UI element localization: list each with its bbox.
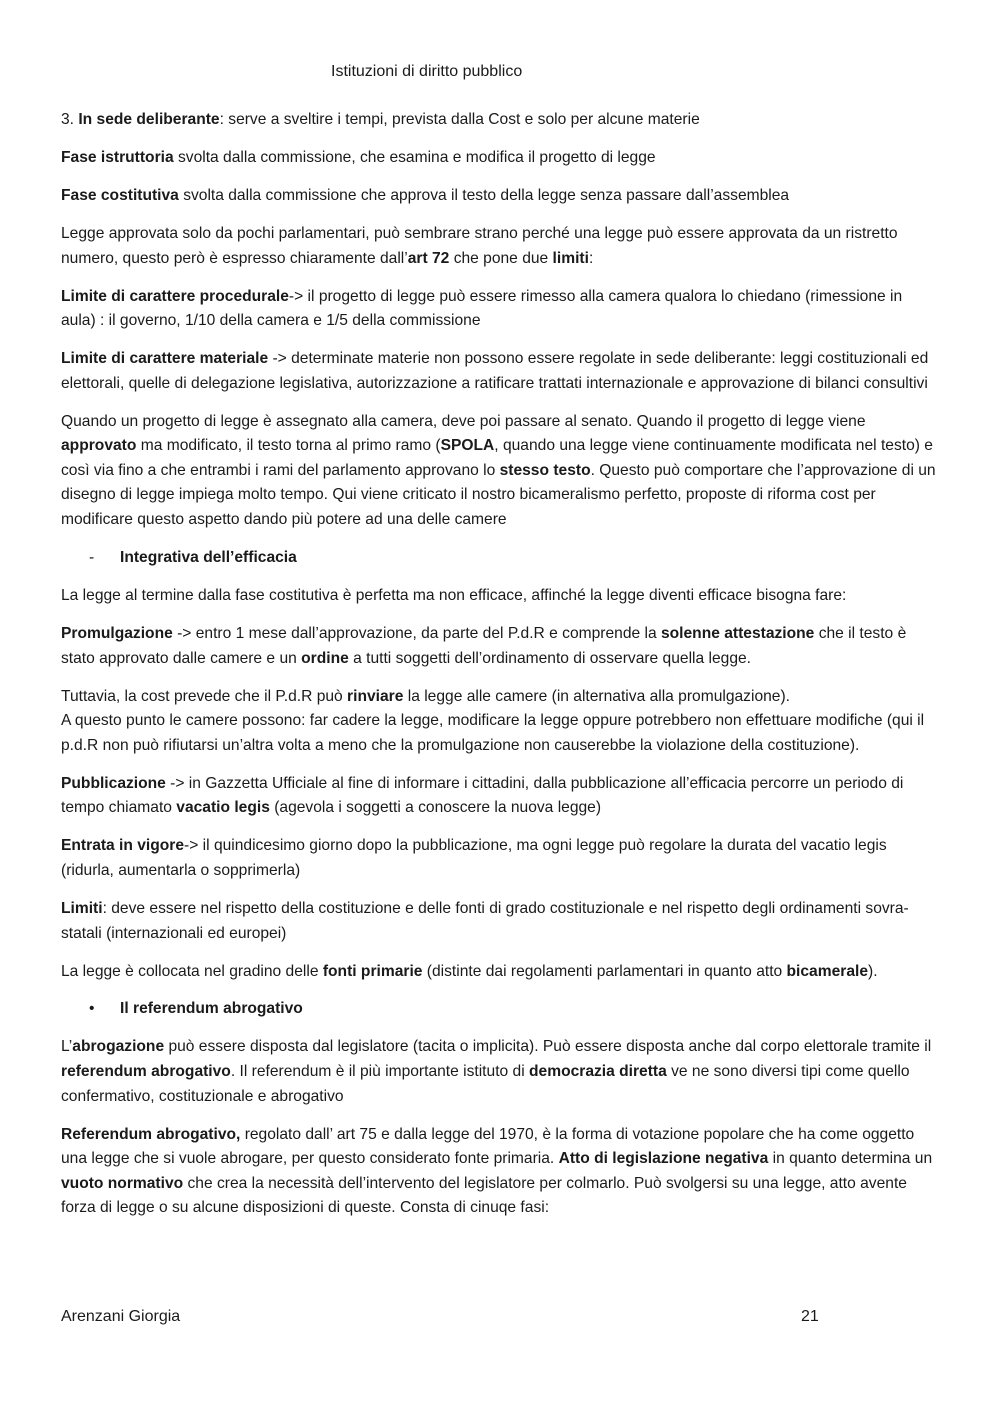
paragraph-pubblicazione: Pubblicazione -> in Gazzetta Ufficiale al fine di informare i cittadini, dalla pubblicazione all’efficacia percorre un periodo di tempo chiamato vacatio legis (agevola i soggetti a conoscere la nuova legge): [61, 774, 904, 817]
paragraph-entrata-in-vigore: Entrata in vigore-> il quindicesimo giorno dopo la pubblicazione, ma ogni legge può regolare la durata del vacatio legis (ridurla, aumentarla o sopprimerla): [61, 837, 887, 879]
round-bullet: •: [89, 1000, 95, 1018]
paragraph-legge-approvata: Legge approvata solo da pochi parlamentari, può sembrare strano perché una legge può essere approvata da un ristretto numero, questo però è espresso chiaramente dall’art 72 che pone due limiti:: [61, 224, 898, 267]
paragraph-rinvio: Tuttavia, la cost prevede che il P.d.R può rinviare la legge alle camere (in alternativa alla promulgazione). A questo punto le camere possono: far cadere la legge, modificare la legge oppure potrebbero non effettuare modifiche (qui il p.d.R non può rifiutarsi un’altra volta a meno che la promulgazione non causerebbe la violazione della costituzione).: [61, 687, 925, 754]
document-body: [61, 108, 939, 1234]
paragraph-limiti: Limiti: deve essere nel rispetto della costituzione e delle fonti di grado costituzionale e nel rispetto degli ordinamenti sovra-statali (internazionali ed europei): [61, 899, 909, 942]
paragraph-limite-materiale: Limite di carattere materiale -> determinate materie non possono essere regolate in sede deliberante: leggi costituzionali ed elettorali, quelle di delegazione legislativa, autorizzazione a ratificare trattati internazionale e approvazione di bilanci consultivi: [61, 350, 929, 392]
list-item-integrativa-efficacia: - Integrativa dell’efficacia: [61, 546, 939, 571]
paragraph-referendum-fasi: Referendum abrogativo, regolato dall’ art 75 e dalla legge del 1970, è la forma di votazione popolare che ha come oggetto una legge che si vuole abrogare, per questo considerato fonte primaria. Atto di legislazione negativa in quanto determina un vuoto normativo che crea la necessità dell’intervento del legislatore per colmarlo. Può svolgersi su una legge, atto avente forza di legge o su alcune disposizioni di queste. Consta di cinuqe fasi:: [61, 1125, 933, 1217]
paragraph-fase-costitutiva: Fase costitutiva svolta dalla commissione che approva il testo della legge senza passare dall’assemblea: [61, 186, 790, 204]
paragraph-promulgazione: Promulgazione -> entro 1 mese dall’approvazione, da parte del P.d.R e comprende la solenne attestazione che il testo è stato approvato dalle camere e un ordine a tutti soggetti dell’ordinamento di osservare quella legge.: [61, 625, 907, 667]
paragraph-fase-istruttoria: Fase istruttoria svolta dalla commissione, che esamina e modifica il progetto di legge: [61, 148, 656, 166]
dash-bullet: -: [89, 549, 95, 567]
paragraph-legge-efficace: La legge al termine dalla fase costitutiva è perfetta ma non efficace, affinché la legge diventi efficace bisogna fare:: [61, 587, 847, 605]
paragraph-abrogazione: L’abrogazione può essere disposta dal legislatore (tacita o implicita). Può essere disposta anche dal corpo elettorale tramite il referendum abrogativo. Il referendum è il più importante istituto di democrazia diretta ve ne sono diversi tipi come quello confermativo, costituzionale e abrogativo: [61, 1038, 932, 1105]
list-item-referendum-abrogativo: • Il referendum abrogativo: [61, 997, 939, 1022]
paragraph-fonti-primarie: La legge è collocata nel gradino delle fonti primarie (distinte dai regolamenti parlamentari in quanto atto bicamerale).: [61, 962, 878, 980]
footer-author: Arenzani Giorgia: [61, 1308, 181, 1325]
paragraph-spola: Quando un progetto di legge è assegnato alla camera, deve poi passare al senato. Quando il progetto di legge viene approvato ma modificato, il testo torna al primo ramo (SPOLA, quando una legge viene continuamente modificata nel testo) e così via fino a che entrambi i rami del parlamento approvano lo stesso testo. Questo può comportare che l’approvazione di un disegno di legge impiega molto tempo. Qui viene criticato il nostro bicameralismo perfetto, proposte di riforma cost per modificare questo aspetto dando più potere ad una delle camere: [61, 412, 936, 529]
paragraph-limite-procedurale: Limite di carattere procedurale-> il progetto di legge può essere rimesso alla camera qualora lo chiedano (rimessione in aula) : il governo, 1/10 della camera e 1/5 della commissione: [61, 287, 903, 330]
page-header-title: Istituzioni di diritto pubblico: [331, 63, 523, 80]
paragraph-sede-deliberante: 3. In sede deliberante: serve a sveltire i tempi, prevista dalla Cost e solo per alcune materie: [61, 111, 700, 128]
footer-page-number: 21: [801, 1308, 819, 1325]
